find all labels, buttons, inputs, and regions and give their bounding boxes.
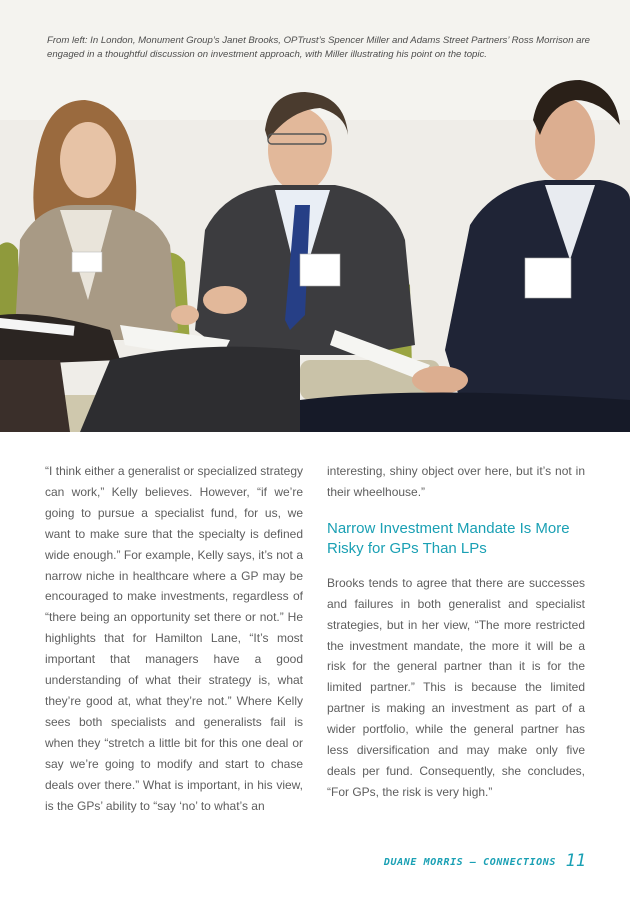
article-right-column	[327, 461, 585, 803]
section-heading: Narrow Investment Mandate Is More Risky for GPs Than LPs	[327, 519, 570, 557]
right-column-body: Brooks tends to agree that there are successes and failures in both generalist and specialist strategies, but in her view, “The more restricted the investment mandate, the more it will be a risk for the general partner than it is for the limited partner.” This is because the limited partner is making an investment as part of a wider portfolio, while the general partner has less diversification and may make only five deals per fund. Consequently, she concludes, “For GPs, the risk is very high.”	[327, 575, 585, 799]
right-column-intro: interesting, shiny object over here, but it’s not in their wheelhouse.”	[327, 464, 585, 499]
panel-discussion-image	[0, 0, 630, 432]
publication-name: DUANE MORRIS — CONNECTIONS	[383, 857, 556, 868]
article-left-column	[45, 461, 303, 816]
page-footer	[0, 848, 630, 878]
left-column-text: “I think either a generalist or specialized strategy can work,” Kelly believes. However, “if we’re going to pursue a specialist fund, for us, we want to make sure that the specialty is defined wide enough.” For example, Kelly says, it’s not a narrow niche in healthcare where a GP may be encouraged to make investments, regardless of “there being an opportunity set there or not.” He highlights that for Hamilton Lane, “It’s most important that managers have a good understanding of what their strategy is, what they’re good at, what they’re not.” Where Kelly sees both specialists and generalists fail is when they “stretch a little bit for this one deal or say we’re going to modify and start to chase deals over there.” What is important, in his view, is the GPs’ ability to “say ‘no’ to what’s an	[45, 464, 303, 813]
photo-caption: From left: In London, Monument Group’s Janet Brooks, OPTrust’s Spencer Miller and Adams Street Partners’ Ross Morrison are engaged in a thoughtful discussion on investment approach, with Miller illustrating his point on the topic.	[47, 35, 590, 61]
panel-photo	[0, 0, 630, 432]
page-number: 11	[565, 851, 586, 871]
